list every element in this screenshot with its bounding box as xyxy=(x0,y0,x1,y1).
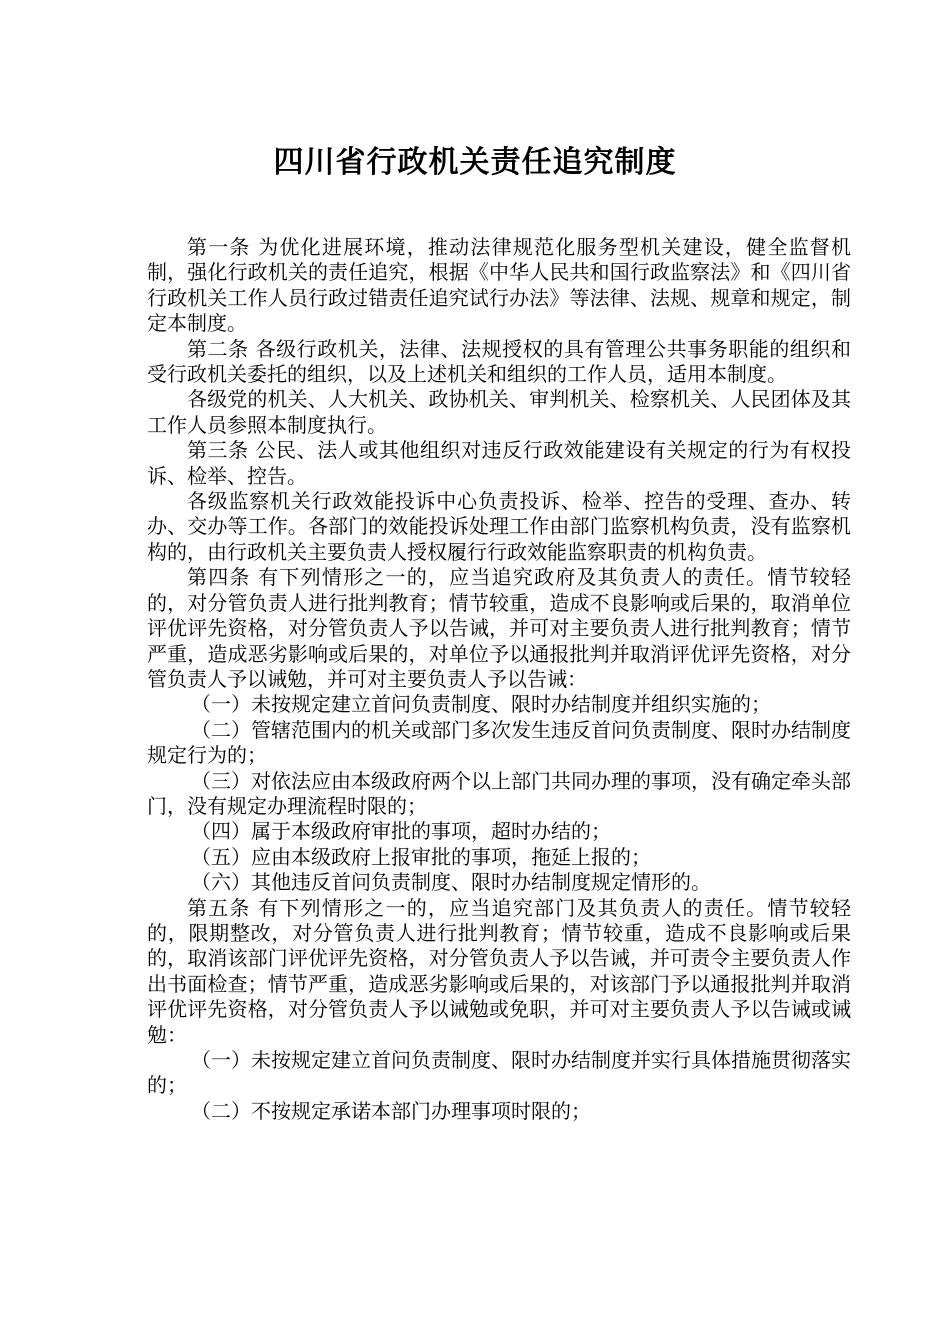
article-1-paragraph: 第一条 为优化进展环境，推动法律规范化服务型机关建设，健全监督机制，强化行政机关的责任追究，根据《中华人民共和国行政监察法》和《四川省行政机关工作人员行政过错责任追究试行办法》等法律、法规、规章和规定，制定本制度。 xyxy=(147,235,851,336)
article-4-item-1: （一）未按规定建立首问负责制度、限时办结制度并组织实施的； xyxy=(191,692,771,717)
document-title: 四川省行政机关责任追究制度 xyxy=(273,145,677,180)
article-4-item-6: （六）其他违反首问负责制度、限时办结制度规定情形的。 xyxy=(191,870,711,895)
article-4-item-4: （四）属于本级政府审批的事项，超时办结的； xyxy=(191,819,611,844)
article-4-item-3: （三）对依法应由本级政府两个以上部门共同办理的事项，没有确定牵头部门，没有规定办理流程时限的； xyxy=(147,768,851,818)
article-4-item-2: （二）管辖范围内的机关或部门多次发生违反首问负责制度、限时办结制度规定行为的； xyxy=(147,717,851,768)
article-2-supplement-paragraph: 各级党的机关、人大机关、政协机关、审判机关、检察机关、人民团体及其工作人员参照本制度执行。 xyxy=(147,387,851,437)
article-5-paragraph: 第五条 有下列情形之一的，应当追究部门及其负责人的责任。情节较轻的，限期整改，对分管负责人进行批判教育；情节较重，造成不良影响或后果的，取消该部门评优评先资格，对分管负责人予以告诫，并可责令主要负责人作出书面检查；情节严重，造成恶劣影响或后果的，对该部门予以通报批判并取消评优评先资格，对分管负责人予以诫勉或免职，并可对主要负责人予以告诫或诫勉： xyxy=(147,895,851,1047)
article-2-paragraph: 第二条 各级行政机关，法律、法规授权的具有管理公共事务职能的组织和受行政机关委托的组织，以及上述机关和组织的工作人员，适用本制度。 xyxy=(147,336,851,387)
article-5-item-1: （一）未按规定建立首问负责制度、限时办结制度并实行具体措施贯彻落实的； xyxy=(147,1048,851,1098)
article-4-item-5: （五）应由本级政府上报审批的事项，拖延上报的； xyxy=(191,844,651,869)
article-3-supplement-paragraph: 各级监察机关行政效能投诉中心负责投诉、检举、控告的受理、查办、转办、交办等工作。各部门的效能投诉处理工作由部门监察机构负责，没有监察机构的，由行政机关主要负责人授权履行行政效能监察职责的机构负责。 xyxy=(147,489,851,564)
article-3-paragraph: 第三条 公民、法人或其他组织对违反行政效能建设有关规定的行为有权投诉、检举、控告。 xyxy=(147,438,851,488)
article-5-item-2: （二）不按规定承诺本部门办理事项时限的； xyxy=(191,1098,591,1123)
document-body xyxy=(147,235,851,1124)
article-4-paragraph: 第四条 有下列情形之一的，应当追究政府及其负责人的责任。情节较轻的，对分管负责人进行批判教育；情节较重，造成不良影响或后果的，取消单位评优评先资格，对分管负责人予以告诫，并可对主要负责人进行批判教育；情节严重，造成恶劣影响或后果的，对单位予以通报批判并取消评优评先资格，对分管负责人予以诫勉，并可对主要负责人予以告诫： xyxy=(147,565,851,691)
